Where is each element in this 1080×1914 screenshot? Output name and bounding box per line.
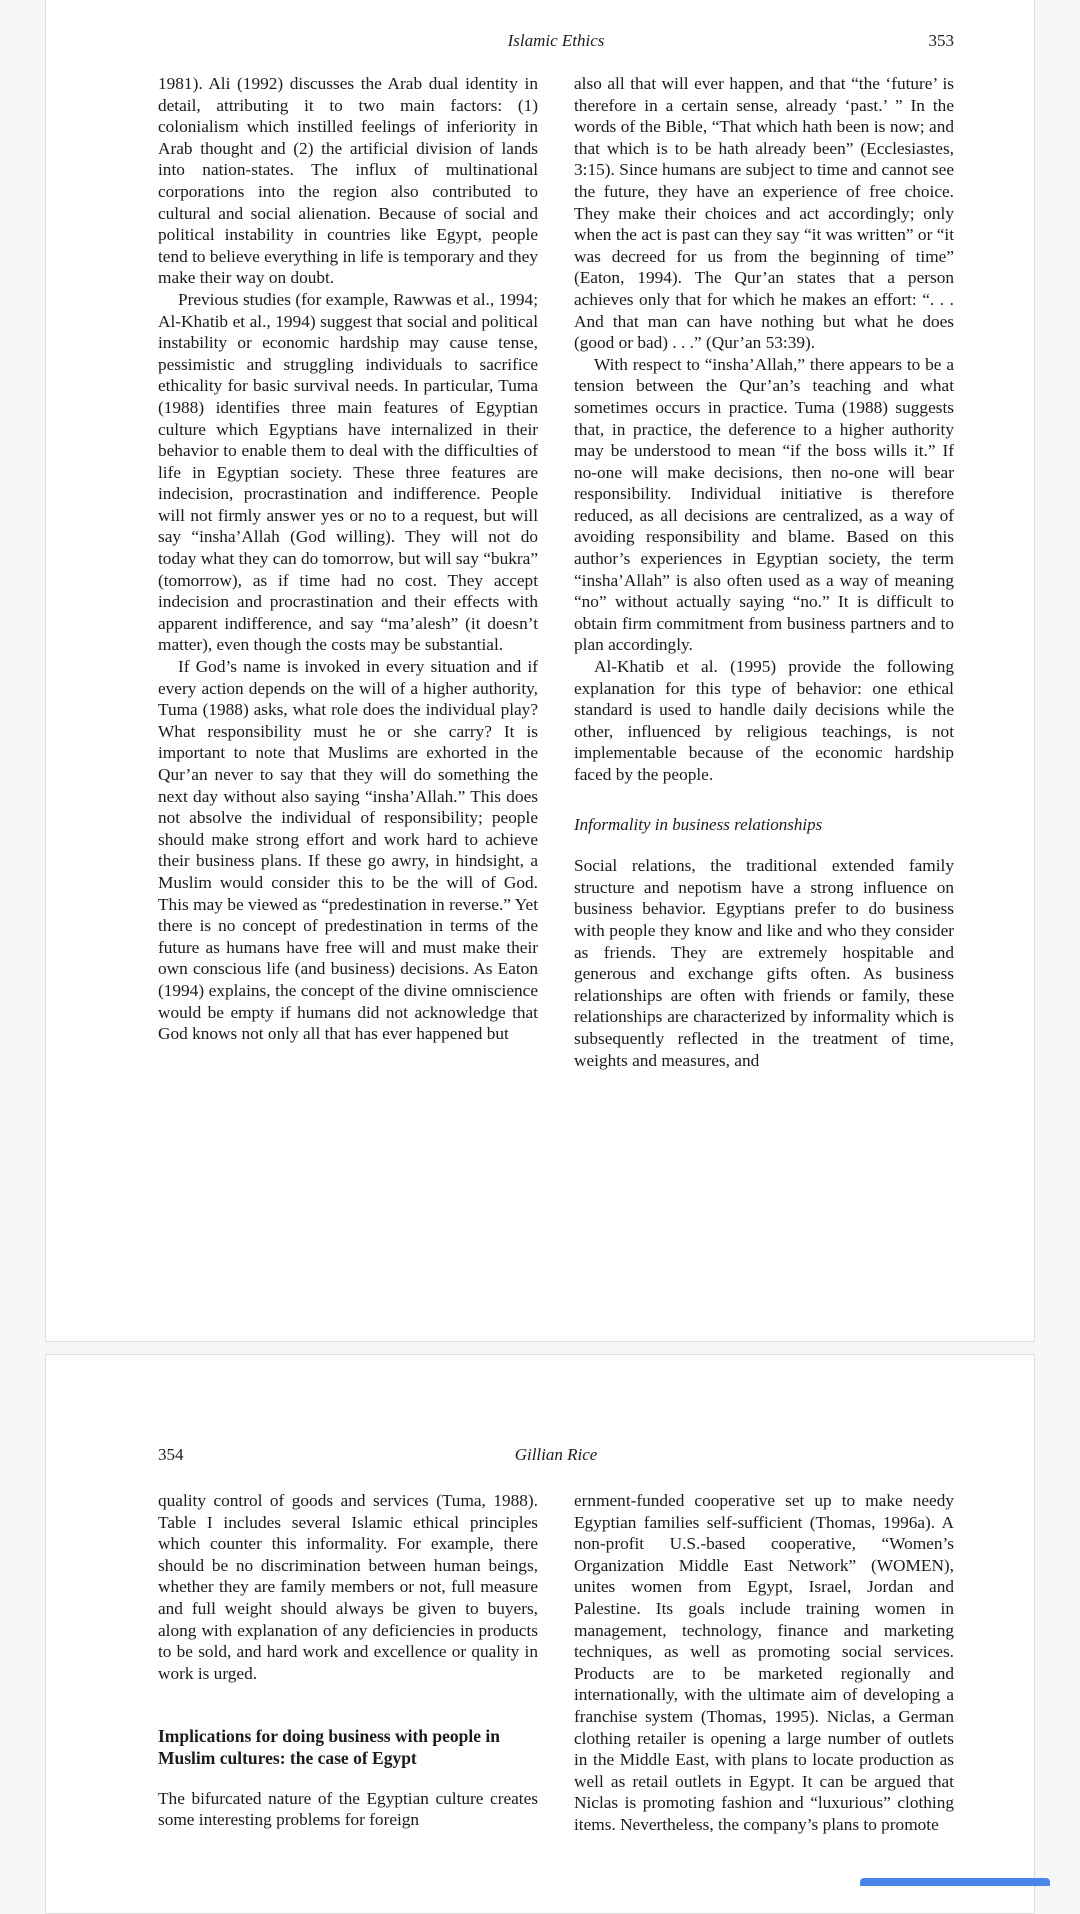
page-number: 354 (158, 1445, 184, 1464)
paragraph: Al-Khatib et al. (1995) provide the following explanation for this type of behavior: one ethical standard is used to handle daily decisions while the other, influenced by religious teachings, is not implementable because of the economic hardship faced by the people. (574, 657, 954, 784)
left-column (158, 73, 538, 1045)
scroll-indicator[interactable] (860, 1878, 1050, 1886)
paragraph: also all that will ever happen, and that “the ‘future’ is therefore in a certain sense, already ‘past.’ ” In the words of the Bible, “That which hath been is now; and that which is to be hath already been” (Ecclesiastes, 3:15). Since humans are subject to time and cannot see the future, they have an experience of free choice. They make their choices and act accordingly; only when the act is past can they say “it was written” or “it was decreed for us from the beginning of time” (Eaton, 1994). The Qur’an states that a person achieves only that for which he makes an effort: “. . . And that man can have nothing but what he does (good or bad) . . .” (Qur’an 53:39). (574, 74, 954, 353)
paragraph: If God’s name is invoked in every situation and if every action depends on the will of a higher authority, Tuma (1988) asks, what role does the individual play? What responsibility must he or she carry? It is important to note that Muslims are exhorted in the Qur’an never to say that they will do something the next day without also saying “insha’Allah.” This does not absolve the individual of responsibility; people should make strong effort and work hard to achieve their business plans. If these go awry, in hindsight, a Muslim would consider this to be the will of God. This may be viewed as “predestination in reverse.” Yet there is no concept of predestination in terms of the future as humans have free will and must make their own conscious life (and business) decisions. As Eaton (1994) explains, the concept of the divine omniscience would be empty if humans did not acknowledge that God knows not only all that has ever happened but (158, 657, 538, 1044)
paragraph: quality control of goods and services (Tuma, 1988). Table I includes several Islamic ethical principles which counter this informality. For example, there should be no discrimination between human beings, whether they are family members or not, full measure and full weight should always be given to buyers, along with explanation of any deficiencies in products to be sold, and hard work and excellence or quality in work is urged. (158, 1491, 538, 1683)
right-column (574, 73, 954, 1071)
page-354 (45, 1354, 1035, 1914)
paragraph: The bifurcated nature of the Egyptian culture creates some interesting problems for foreign (158, 1788, 538, 1830)
paragraph: With respect to “insha’Allah,” there appears to be a tension between the Qur’an’s teaching and what sometimes occurs in practice. Tuma (1988) suggests that, in practice, the deference to a higher authority may be understood to mean “if the boss wills it.” If no-one will make decisions, then no-one will bear responsibility. Individual initiative is therefore reduced, as all decisions are centralized, as a way of avoiding responsibility and blame. Based on this author’s experiences in Egyptian society, the term “insha’Allah” is also often used as a way of meaning “no” without actually saying “no.” It is difficult to obtain firm commitment from business partners and to plan accordingly. (574, 354, 954, 655)
page-number: 353 (928, 31, 954, 50)
running-title: Gillian Rice (514, 1445, 598, 1464)
left-column (158, 1490, 538, 1831)
subheading: Informality in business relationships (574, 814, 823, 834)
paragraph: 1981). Ali (1992) discusses the Arab dual identity in detail, attributing it to two main factors: (1) colonialism which instilled feelings of inferiority in Arab thought and (2) the artificial division of lands into nation-states. The influx of multinational corporations into the region also contributed to cultural and social alienation. Because of social and political instability in countries like Egypt, people tend to believe everything in life is temporary and they make their way on doubt. (158, 74, 538, 288)
page-353 (45, 0, 1035, 1342)
section-heading: Implications for doing business with people in Muslim cultures: the case of Egypt (158, 1726, 500, 1768)
paragraph: Previous studies (for example, Rawwas et al., 1994; Al-Khatib et al., 1994) suggest that social and political instability or economic hardship may cause tense, pessimistic and struggling individuals to sacrifice ethicality for basic survival needs. In particular, Tuma (1988) identifies three main features of Egyptian culture which Egyptians have internalized in their behavior to enable them to deal with the difficulties of life in Egyptian society. These three features are indecision, procrastination and indifference. People will not firmly answer yes or no to a request, but will say “insha’Allah (God willing). They will not do today what they can do tomorrow, but will say “bukra” (tomorrow), as if time had no cost. They accept indecision and procrastination and their effects with apparent indifference, and say “ma’alesh” (it doesn’t matter), even though the costs may be substantial. (158, 289, 538, 655)
right-column (574, 1490, 954, 1836)
running-header (158, 1445, 954, 1469)
running-title: Islamic Ethics (507, 31, 605, 50)
paragraph: ernment-funded cooperative set up to make needy Egyptian families self-sufficient (Thomas, 1996a). A non-profit U.S.-based cooperative, “Women’s Organization Middle East Network” (WOMEN), unites women from Egypt, Israel, Jordan and Palestine. Its goals include training women in management, technology, finance and marketing techniques, as well as promoting social services. Products are to be marketed regionally and internationally, with the ultimate aim of developing a franchise system (Thomas, 1995). Niclas, a German clothing retailer is opening a large number of outlets in the Middle East, with plans to locate production as well as retail outlets in Egypt. It can be argued that Niclas is promoting fashion and “luxurious” clothing items. Nevertheless, the company’s plans to promote (574, 1491, 954, 1834)
paragraph: Social relations, the traditional extended family structure and nepotism have a strong influence on business behavior. Egyptians prefer to do business with people they know and like and who they consider as friends. They are extremely hospitable and generous and exchange gifts often. As business relationships are often with friends or family, these relationships are characterized by informality which is subsequently reflected in the treatment of time, weights and measures, and (574, 856, 954, 1070)
running-header (158, 31, 954, 55)
